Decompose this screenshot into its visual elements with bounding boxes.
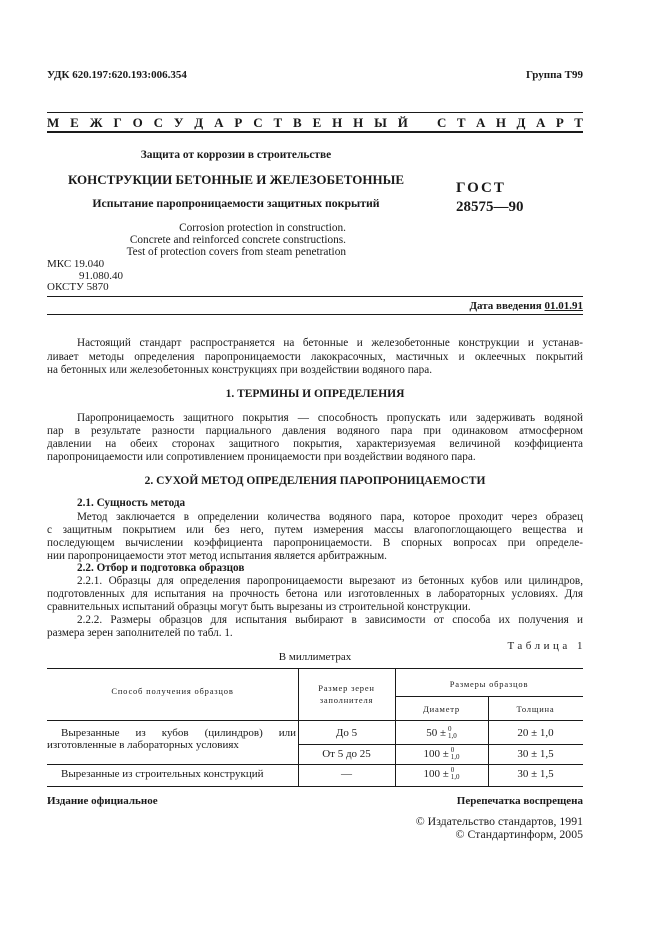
masthead-word-standard bbox=[437, 116, 583, 130]
tolerance-lower: 1,0 bbox=[448, 732, 457, 741]
intro-line: Настоящий стандарт распространяется на бетонные и железобетонные конструкции и устанав- bbox=[77, 337, 583, 349]
subsection-2-1-line: последующем вычислении коэффициента паропроницаемости. В спорных вопросах при определе- bbox=[47, 537, 583, 549]
english-title-line: Corrosion protection in construction. bbox=[179, 222, 346, 234]
intro-line: на бетонных или железобетонных конструкциях при воздействии водяного пара. bbox=[47, 364, 432, 376]
table-divider-dimensions bbox=[395, 696, 583, 697]
clause-2-2-2-line: 2.2.2. Размеры образцов для испытания выбирают в зависимости от способа их получения и bbox=[77, 614, 583, 626]
subsection-2-1-line: Метод заключается в определении количества водяного пара, которое проходит через образец bbox=[77, 511, 583, 523]
clause-2-2-2-line: размера зерен заполнителей по табл. 1. bbox=[47, 627, 233, 639]
tolerance-upper: 0 bbox=[450, 766, 455, 775]
diameter-value: 100 ± bbox=[423, 748, 449, 760]
table-cell-method: изготовленные в лабораторных условиях bbox=[47, 739, 239, 751]
diameter-tolerance bbox=[448, 726, 457, 740]
masthead-letter: Н bbox=[495, 115, 507, 130]
effective-date bbox=[469, 299, 583, 313]
table-rule-top bbox=[47, 668, 583, 669]
masthead-letter: Е bbox=[312, 115, 322, 130]
masthead-letter: О bbox=[132, 115, 143, 130]
standard-series: Защита от коррозии в строительстве bbox=[140, 149, 332, 161]
standard-title: КОНСТРУКЦИИ БЕТОННЫЕ И ЖЕЛЕЗОБЕТОННЫЕ bbox=[67, 172, 405, 187]
masthead-letter: Ы bbox=[374, 115, 387, 130]
subsection-2-1-line: с защитным покрытием или без него, путем измерения массы влагопоглощающего вещества и bbox=[47, 524, 583, 536]
masthead-letter: Д bbox=[194, 115, 204, 130]
mks-code-secondary: 91.080.40 bbox=[79, 270, 123, 282]
table-cell-thickness: 30 ± 1,5 bbox=[517, 768, 554, 780]
mks-code: МКС 19.040 bbox=[47, 258, 105, 270]
masthead-letter: Т bbox=[273, 115, 283, 130]
table-header-diameter: Диаметр bbox=[423, 704, 460, 714]
gost-number: 28575—90 bbox=[456, 199, 524, 215]
codes-rule bbox=[47, 296, 583, 297]
masthead-letter: М bbox=[47, 115, 60, 130]
masthead-letter: А bbox=[535, 115, 546, 130]
effective-date-rule bbox=[47, 314, 583, 315]
masthead-letter: Е bbox=[70, 115, 79, 130]
diameter-value: 50 ± bbox=[426, 727, 447, 739]
masthead-letter: Н bbox=[332, 115, 343, 130]
table-rule-row bbox=[47, 764, 583, 765]
tolerance-upper: 0 bbox=[448, 725, 452, 734]
masthead-letter: А bbox=[476, 115, 486, 130]
table-header-grain-size: Размер зерен заполнителя bbox=[318, 683, 375, 705]
clause-2-2-1-line: подготовленных для испытания на прочность бетона или изготовленных в лабораторных условиях. Для bbox=[47, 588, 583, 600]
masthead-letter: У bbox=[173, 115, 184, 130]
masthead-letter: Й bbox=[397, 115, 408, 130]
masthead-letter: Н bbox=[353, 115, 364, 130]
table-cell-thickness: 20 ± 1,0 bbox=[517, 727, 554, 739]
table-cell-method: Вырезанные из строительных конструкций bbox=[61, 768, 264, 780]
section-1-heading: 1. ТЕРМИНЫ И ОПРЕДЕЛЕНИЯ bbox=[225, 388, 405, 400]
standard-subtitle: Испытание паропроницаемости защитных покрытий bbox=[92, 196, 380, 210]
masthead-letter: Т bbox=[574, 115, 583, 130]
table-header-method: Способ получения образцов bbox=[111, 686, 234, 696]
subsection-2-1-line: нии паропроницаемости этот метод испытания является арбитражным. bbox=[47, 550, 387, 562]
masthead-letter: С bbox=[253, 115, 263, 130]
table-cell-grain-size: — bbox=[341, 768, 352, 780]
table-rule-header-bottom bbox=[47, 720, 583, 721]
table-rule-bottom bbox=[47, 786, 583, 787]
masthead-letter: Р bbox=[555, 115, 564, 130]
diameter-value: 100 ± bbox=[423, 768, 449, 780]
masthead-letter: С bbox=[437, 115, 447, 130]
section-1-line: давлении на обеих сторонах защитного покрытия, характеризуемая величиной коэффициента bbox=[47, 438, 583, 450]
clause-2-2-1-line: сравнительных испытаний образцы могут быть вырезаны из строительной конструкции. bbox=[47, 601, 471, 613]
section-1-line: пар в результате разности парциального давления водяного пара при одинаковом атмосферном bbox=[47, 425, 583, 437]
table-caption: Таблица 1 bbox=[507, 640, 586, 652]
table-cell-diameter bbox=[395, 747, 488, 761]
section-1-line: Паропроницаемость защитного покрытия — способность пропускать или задерживать водяной bbox=[77, 412, 583, 424]
diameter-tolerance bbox=[451, 767, 460, 781]
masthead-letter: Ж bbox=[89, 115, 103, 130]
masthead-rule-top bbox=[47, 112, 583, 113]
masthead-word-interstate bbox=[47, 116, 408, 130]
masthead-letter: Д bbox=[516, 115, 526, 130]
table-cell-grain-size: От 5 до 25 bbox=[322, 748, 371, 760]
tolerance-lower: 1,0 bbox=[450, 773, 460, 782]
masthead-rule-bottom bbox=[47, 131, 583, 133]
english-title-line: Test of protection covers from steam penetration bbox=[126, 246, 346, 258]
masthead-letter: С bbox=[153, 115, 163, 130]
masthead-letter: Т bbox=[456, 115, 466, 130]
masthead-letter: Г bbox=[113, 115, 122, 130]
udc-code: УДК 620.197:620.193:006.354 bbox=[47, 69, 187, 81]
table-header-dimensions: Размеры образцов bbox=[449, 679, 529, 689]
intro-line: ливает методы определения паропроницаемости лакокрасочных, мастичных и оклеечных покрытий bbox=[47, 351, 583, 363]
masthead-letter: А bbox=[214, 115, 224, 130]
section-1-line: паропроницаемости или сопротивлением проницаемости при воздействии водяного пара. bbox=[47, 451, 476, 463]
table-header-thickness: Толщина bbox=[516, 704, 555, 714]
tolerance-upper: 0 bbox=[450, 746, 455, 755]
reprint-note: Перепечатка воспрещена bbox=[456, 795, 583, 807]
classification-group: Группа Т99 bbox=[525, 69, 583, 81]
clause-2-2-1-line: 2.2.1. Образцы для определения паропроницаемости вырезают из бетонных кубов или цилиндров, bbox=[77, 575, 583, 587]
table-cell-diameter bbox=[395, 726, 488, 740]
copyright-line: © Стандартинформ, 2005 bbox=[455, 827, 583, 841]
diameter-tolerance bbox=[451, 747, 460, 761]
table-cell-thickness: 30 ± 1,5 bbox=[517, 748, 554, 760]
copyright-line: © Издательство стандартов, 1991 bbox=[415, 814, 583, 828]
table-rule-subrow bbox=[298, 744, 583, 745]
table-cell-method: Вырезанные из кубов (цилиндров) или bbox=[61, 727, 296, 739]
gost-label: ГОСТ bbox=[456, 180, 506, 196]
section-2-heading: 2. СУХОЙ МЕТОД ОПРЕДЕЛЕНИЯ ПАРОПРОНИЦАЕМОСТИ bbox=[144, 475, 486, 487]
table-cell-grain-size: До 5 bbox=[335, 727, 358, 739]
effective-date-value: 01.01.91 bbox=[544, 300, 583, 312]
english-title-line: Concrete and reinforced concrete constructions. bbox=[129, 234, 346, 246]
subsection-2-2-heading: 2.2. Отбор и подготовка образцов bbox=[77, 562, 245, 574]
masthead-letter: В bbox=[293, 115, 302, 130]
edition-note: Издание официальное bbox=[47, 795, 158, 807]
okstu-code: ОКСТУ 5870 bbox=[47, 281, 109, 293]
tolerance-lower: 1,0 bbox=[450, 753, 460, 762]
subsection-2-1-heading: 2.1. Сущность метода bbox=[77, 497, 186, 509]
table-cell-diameter bbox=[395, 767, 488, 781]
masthead-letter: Р bbox=[234, 115, 243, 130]
table-units: В миллиметрах bbox=[278, 651, 352, 663]
effective-date-label: Дата введения bbox=[469, 300, 542, 312]
